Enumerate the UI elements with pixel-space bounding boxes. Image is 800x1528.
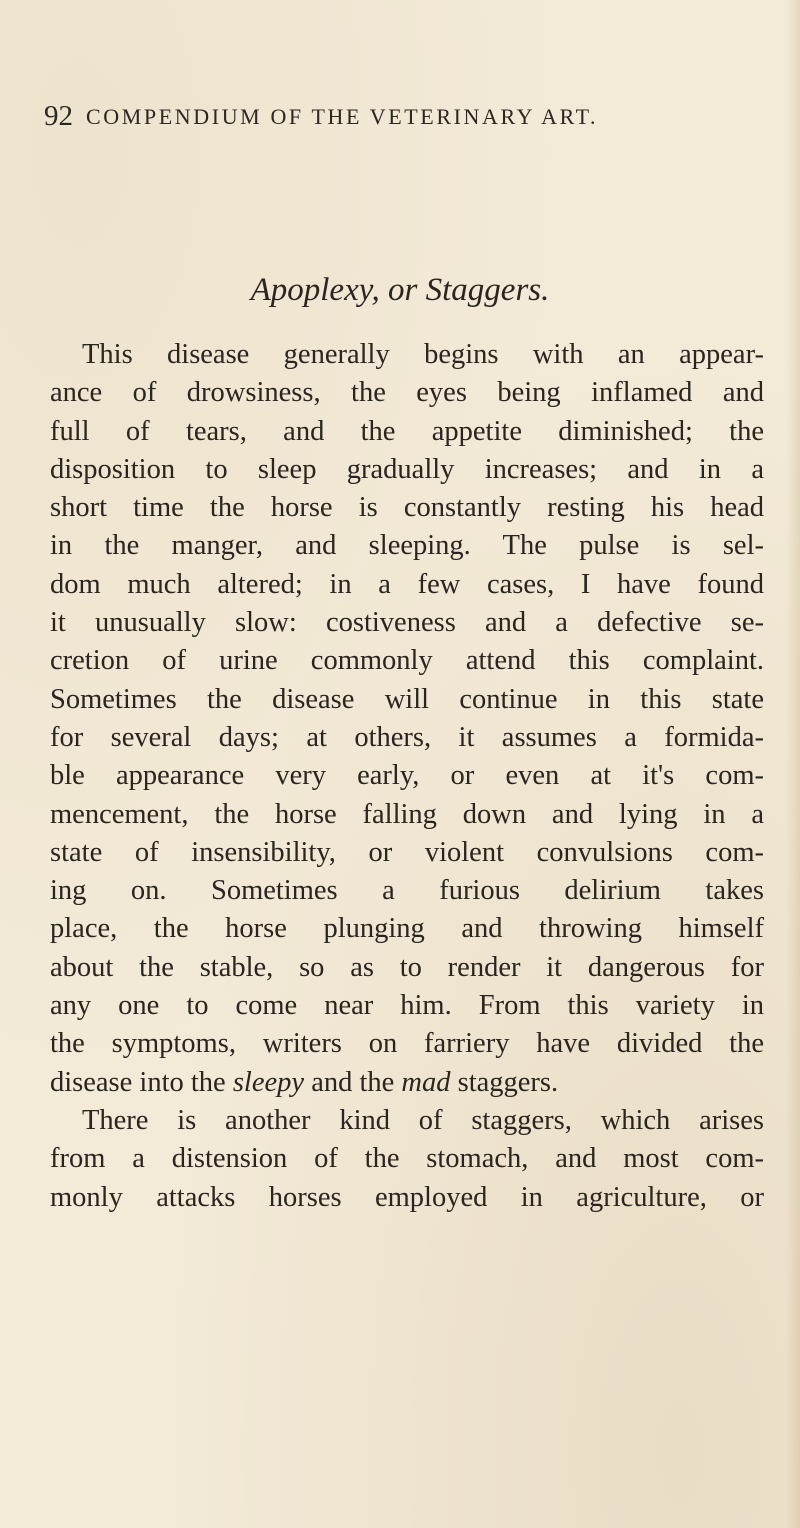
body-text [50, 336, 764, 1217]
text-fragment: disease into the [50, 1066, 226, 1098]
page-header [44, 100, 764, 144]
text-line: place, the horse plunging and throwing himself [50, 913, 764, 945]
text-line: monly attacks horses employed in agriculture, or [50, 1181, 764, 1213]
section-title [0, 272, 800, 309]
page-edge-shadow [786, 0, 800, 1528]
text-line: disposition to sleep gradually increases; and in a [50, 453, 764, 485]
text-line: about the stable, so as to render it dangerous for [50, 951, 764, 983]
section-title-main: Apoplexy, [250, 272, 380, 308]
section-title-connector: or [388, 272, 418, 308]
text-line: any one to come near him. From this variety in [50, 990, 764, 1022]
text-line: mencement, the horse falling down and lying in a [50, 798, 764, 830]
text-fragment: and the [311, 1066, 395, 1098]
text-line: ing on. Sometimes a furious delirium takes [50, 875, 764, 907]
text-line: Sometimes the disease will continue in this state [50, 683, 764, 715]
text-line-emphasis [50, 1064, 764, 1102]
emphasis-sleepy: sleepy [232, 1066, 305, 1098]
text-fragment: staggers. [457, 1066, 559, 1098]
running-head: COMPENDIUM OF THE VETERINARY ART. [86, 104, 599, 129]
text-line: There is another kind of staggers, which arises [82, 1104, 764, 1136]
section-title-alt: Staggers. [425, 272, 550, 308]
text-line: full of tears, and the appetite diminished; the [50, 415, 764, 447]
text-line: cretion of urine commonly attend this complaint. [50, 645, 764, 677]
emphasis-mad: mad [401, 1066, 451, 1098]
text-line: for several days; at others, it assumes a formida- [50, 721, 764, 753]
text-line: state of insensibility, or violent convulsions com- [50, 836, 764, 868]
text-line: in the manger, and sleeping. The pulse is sel- [50, 530, 764, 562]
text-line: short time the horse is constantly resting his head [50, 492, 764, 524]
page-number: 92 [44, 100, 73, 132]
text-line: it unusually slow: costiveness and a defective se- [50, 607, 764, 639]
text-line: the symptoms, writers on farriery have divided the [50, 1028, 764, 1060]
text-line: This disease generally begins with an appear- [82, 339, 764, 370]
text-line: ble appearance very early, or even at it's com- [50, 760, 764, 792]
text-line: dom much altered; in a few cases, I have found [50, 568, 764, 600]
text-line: ance of drowsiness, the eyes being inflamed and [50, 377, 764, 409]
text-line: from a distension of the stomach, and most com- [50, 1143, 764, 1175]
